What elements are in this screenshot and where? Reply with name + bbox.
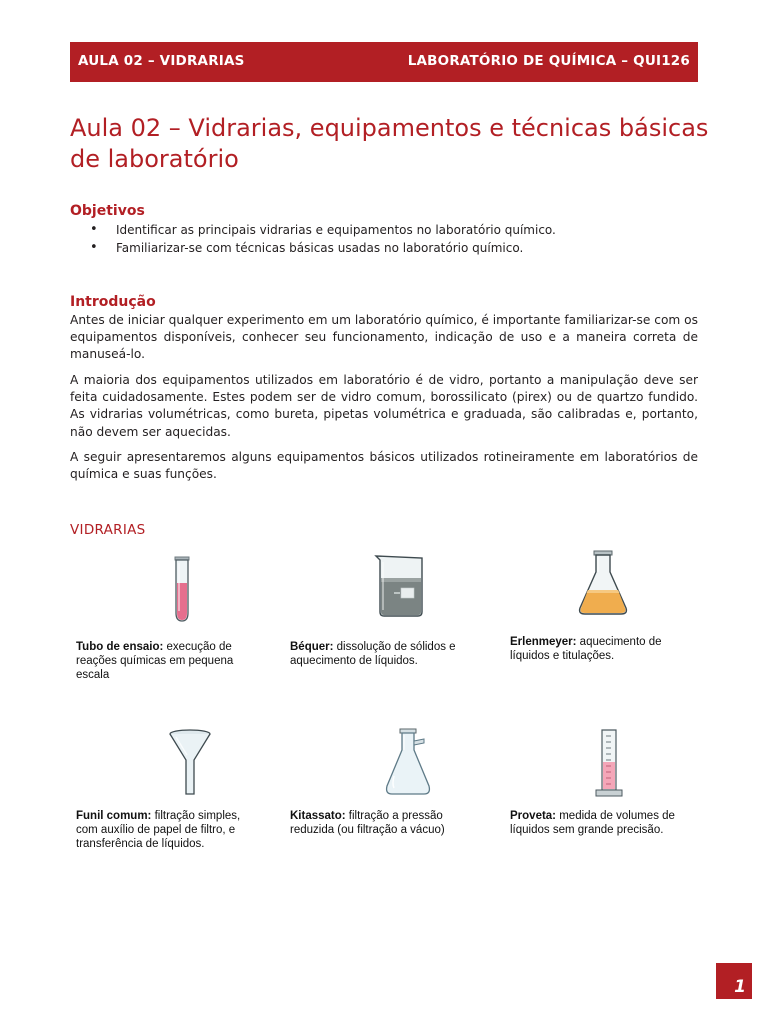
vidrarias-heading: VIDRARIAS (70, 522, 146, 538)
vidraria-description: medida de volumes de líquidos sem grande precisão. (510, 810, 675, 836)
vidraria-name: Erlenmeyer: (510, 636, 577, 648)
vidraria-caption (510, 809, 690, 837)
intro-paragraph: A maioria dos equipamentos utilizados em laboratório é de vidro, portanto a manipulação deve ser feita cuidadosamente. Estes podem ser de vidro comum, borossilicato (pirex) ou de quartzo fundido. As vidrarias volumétricas, como bureta, pipetas volumétrica e graduada, são calibradas e, portanto, não devem ser aquecidas. (70, 373, 698, 439)
vidraria-caption (76, 640, 256, 682)
kitasato-flask-icon (380, 726, 440, 798)
funnel-icon (165, 728, 215, 798)
header-course-label: LABORATÓRIO DE QUÍMICA – QUI126 (407, 53, 690, 69)
graduated-cylinder-icon (592, 726, 628, 802)
page-title: Aula 02 – Vidrarias, equipamentos e técnicas básicas de laboratório (70, 114, 709, 173)
erlenmeyer-icon (575, 548, 631, 618)
intro-paragraph: A seguir apresentaremos alguns equipamentos básicos utilizados rotineiramente em laboratórios de química e suas funções. (70, 450, 698, 482)
vidraria-name: Proveta: (510, 810, 557, 822)
objectives-heading: Objetivos (70, 203, 145, 219)
vidraria-description: filtração a pressão reduzida (ou filtração a vácuo) (290, 810, 445, 836)
page-number: 1 (734, 977, 746, 997)
intro-paragraph: Antes de iniciar qualquer experimento em um laboratório químico, é importante familiarizar-se com os equipamentos disponíveis, conhecer seu funcionamento, indicação de uso e a maneira correta de manuseá-lo. (70, 313, 698, 362)
vidraria-caption (76, 809, 256, 851)
vidraria-caption (510, 635, 690, 663)
vidraria-description: filtração simples, com auxílio de papel de filtro, e transferência de líquidos. (76, 810, 241, 850)
objectives-list (70, 221, 670, 257)
vidraria-name: Kitassato: (290, 810, 346, 822)
introduction-heading: Introdução (70, 294, 156, 310)
objective-item: • Familiarizar-se com técnicas básicas usadas no laboratório químico. (70, 239, 670, 257)
test-tube-icon (168, 555, 196, 625)
vidraria-description: execução de reações químicas em pequena escala (76, 641, 234, 681)
vidraria-name: Tubo de ensaio: (76, 641, 164, 653)
header-lesson-label: AULA 02 – VIDRARIAS (78, 53, 245, 69)
page-number-box (716, 963, 752, 999)
vidraria-caption (290, 640, 470, 668)
vidraria-name: Funil comum: (76, 810, 152, 822)
beaker-icon (370, 550, 432, 620)
vidraria-description: dissolução de sólidos e aquecimento de líquidos. (290, 641, 456, 667)
vidraria-name: Béquer: (290, 641, 334, 653)
vidraria-description: aquecimento de líquidos e titulações. (510, 636, 662, 662)
vidraria-caption (290, 809, 470, 837)
objective-item: • Identificar as principais vidrarias e equipamentos no laboratório químico. (70, 221, 670, 239)
header-bar (70, 42, 698, 82)
